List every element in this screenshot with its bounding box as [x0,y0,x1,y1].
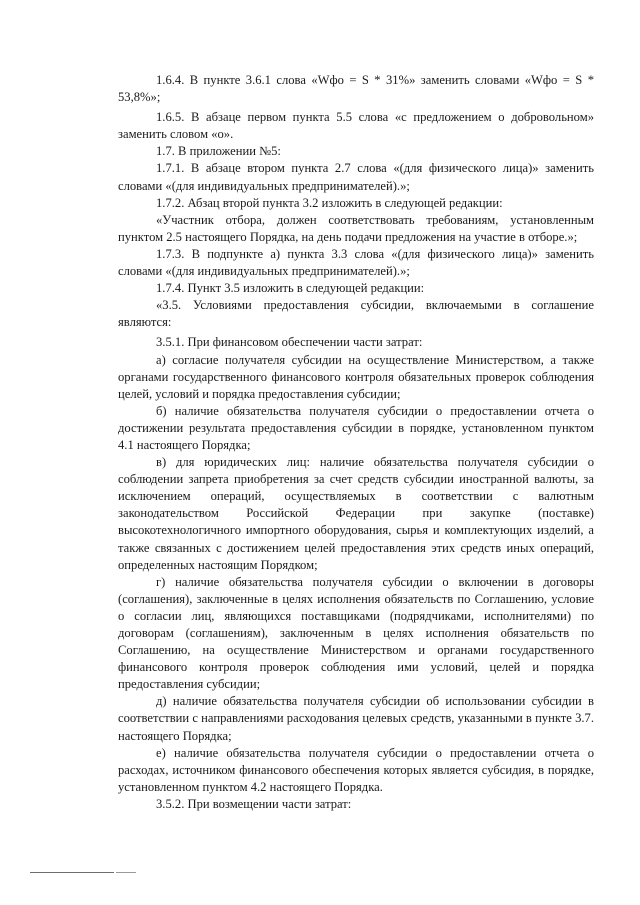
paragraph-1-7-1: 1.7.1. В абзаце втором пункта 2.7 слова «(для физического лица)» заменить словами «(для индивидуальных предпринимателей).»; [118,161,594,193]
paragraph-1-6-4: 1.6.4. В пункте 3.6.1 слова «Wфо = S * 31%» заменить словами «Wфо = S * 53,8%»; [118,73,594,105]
paragraph-3-5: «3.5. Условиями предоставления субсидии, включаемыми в соглашение являются: [118,298,594,330]
footer-rule-short [116,872,136,873]
paragraph-1-6-5: 1.6.5. В абзаце первом пункта 5.5 слова «с предложением о добровольном» заменить словом «о». [118,110,594,142]
paragraph-participant-quote: «Участник отбора, должен соответствовать требованиям, установленным пунктом 2.5 настоящего Порядка, на день подачи предложения на участие в отборе.»; [118,212,594,244]
paragraph-3-5-1: 3.5.1. При финансовом обеспечении части затрат: [156,335,423,350]
paragraph-item-b: б) наличие обязательства получателя субсидии о предоставлении отчета о достижении результата предоставления субсидии в порядке, установленном пунктом 4.1 настоящего Порядка; [118,403,594,452]
paragraph-1-7: 1.7. В приложении №5: [156,144,281,159]
paragraph-item-d: д) наличие обязательства получателя субсидии об использовании субсидии в соответствии с направлениями расходования целевых средств, указанными в пункте 3.7. настоящего Порядка; [118,694,594,743]
paragraph-item-g: г) наличие обязательства получателя субсидии о включении в договоры (соглашения), заключенные в целях исполнения обязательств по Соглашению, условие о согласии лиц, являющихся поставщиками (подрядчиками, исполнителями) по договорам (соглашениям), заключенным в целях исполнения обязательств по Соглашению, на осуществление Министерством и органами государственного финансового контроля проверок соблюдения ими условий, целей и порядка предоставления субсидии; [118,574,594,692]
paragraph-1-7-4: 1.7.4. Пункт 3.5 изложить в следующей редакции: [156,281,425,296]
document-body [118,72,594,813]
paragraph-3-5-2: 3.5.2. При возмещении части затрат: [156,796,352,811]
footer-rule [30,872,114,873]
paragraph-item-e: е) наличие обязательства получателя субсидии о предоставлении отчета о расходах, источником финансового обеспечения которых является субсидия, в порядке, установленном пунктом 4.2 настоящего Порядка. [118,745,594,794]
paragraph-1-7-3: 1.7.3. В подпункте а) пункта 3.3 слова «(для физического лица)» заменить словами «(для индивидуальных предпринимателей).»; [118,246,594,279]
paragraph-1-7-2: 1.7.2. Абзац второй пункта 3.2 изложить в следующей редакции: [156,195,503,210]
paragraph-item-v: в) для юридических лиц: наличие обязательства получателя субсидии о соблюдении запрета приобретения за счет средств субсидии иностранной валюты, за исключением операций, осуществляемых в соответствии с валютным законодательством Российской Федерации при закупке (поставке) высокотехнологичного импортного оборудования, сырья и комплектующих изделий, а также связанных с достижением целей предоставления этих средств иных операций, определенных настоящим Порядком; [118,455,594,572]
paragraph-item-a: а) согласие получателя субсидии на осуществление Министерством, а также органами государственного финансового контроля обязательных проверок соблюдения целей, условий и порядка предоставления субсидии; [118,352,594,401]
